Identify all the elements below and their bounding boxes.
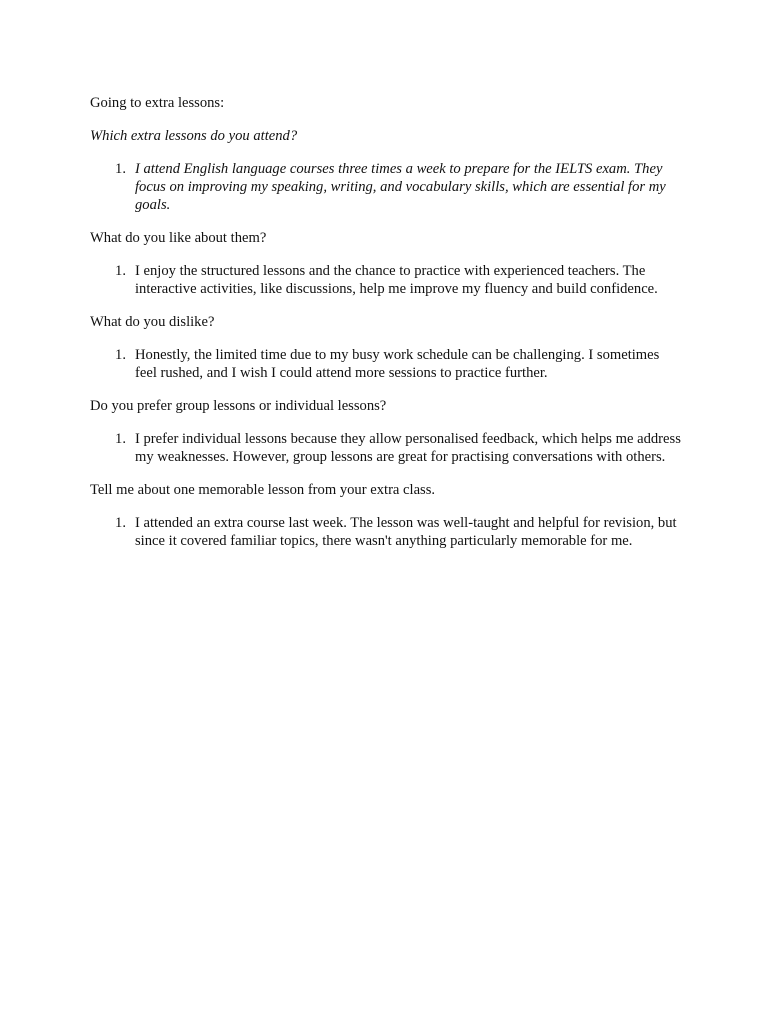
answer-text: I attend English language courses three times a week to prepare for the IELTS exam. They focus on improving my speaking, writing, and vocabulary skills, which are essential for my goals. [135, 161, 666, 213]
answer-item-5 [90, 514, 682, 550]
answer-item-1 [90, 160, 682, 214]
question-4: Do you prefer group lessons or individual lessons? [90, 398, 387, 414]
document-heading: Going to extra lessons: [90, 95, 225, 111]
list-number: 1. [115, 263, 126, 279]
answer-item-2 [90, 262, 682, 298]
answer-item-4 [90, 430, 682, 466]
question-2: What do you like about them? [90, 230, 267, 246]
answer-item-3 [90, 346, 682, 382]
answer-text: I enjoy the structured lessons and the chance to practice with experienced teachers. The interactive activities, like discussions, help me improve my fluency and build confidence. [135, 263, 658, 297]
answer-text: I attended an extra course last week. The lesson was well-taught and helpful for revision, but since it covered familiar topics, there wasn't anything particularly memorable for me. [135, 515, 677, 549]
list-number: 1. [115, 515, 126, 531]
list-number: 1. [115, 347, 126, 363]
question-3: What do you dislike? [90, 314, 215, 330]
question-5: Tell me about one memorable lesson from your extra class. [90, 482, 436, 498]
list-number: 1. [115, 161, 126, 177]
answer-text: Honestly, the limited time due to my busy work schedule can be challenging. I sometimes feel rushed, and I wish I could attend more sessions to practice further. [135, 347, 660, 381]
answer-text: I prefer individual lessons because they allow personalised feedback, which helps me address my weaknesses. However, group lessons are great for practising conversations with others. [135, 431, 681, 465]
list-number: 1. [115, 431, 126, 447]
question-1: Which extra lessons do you attend? [90, 128, 298, 144]
